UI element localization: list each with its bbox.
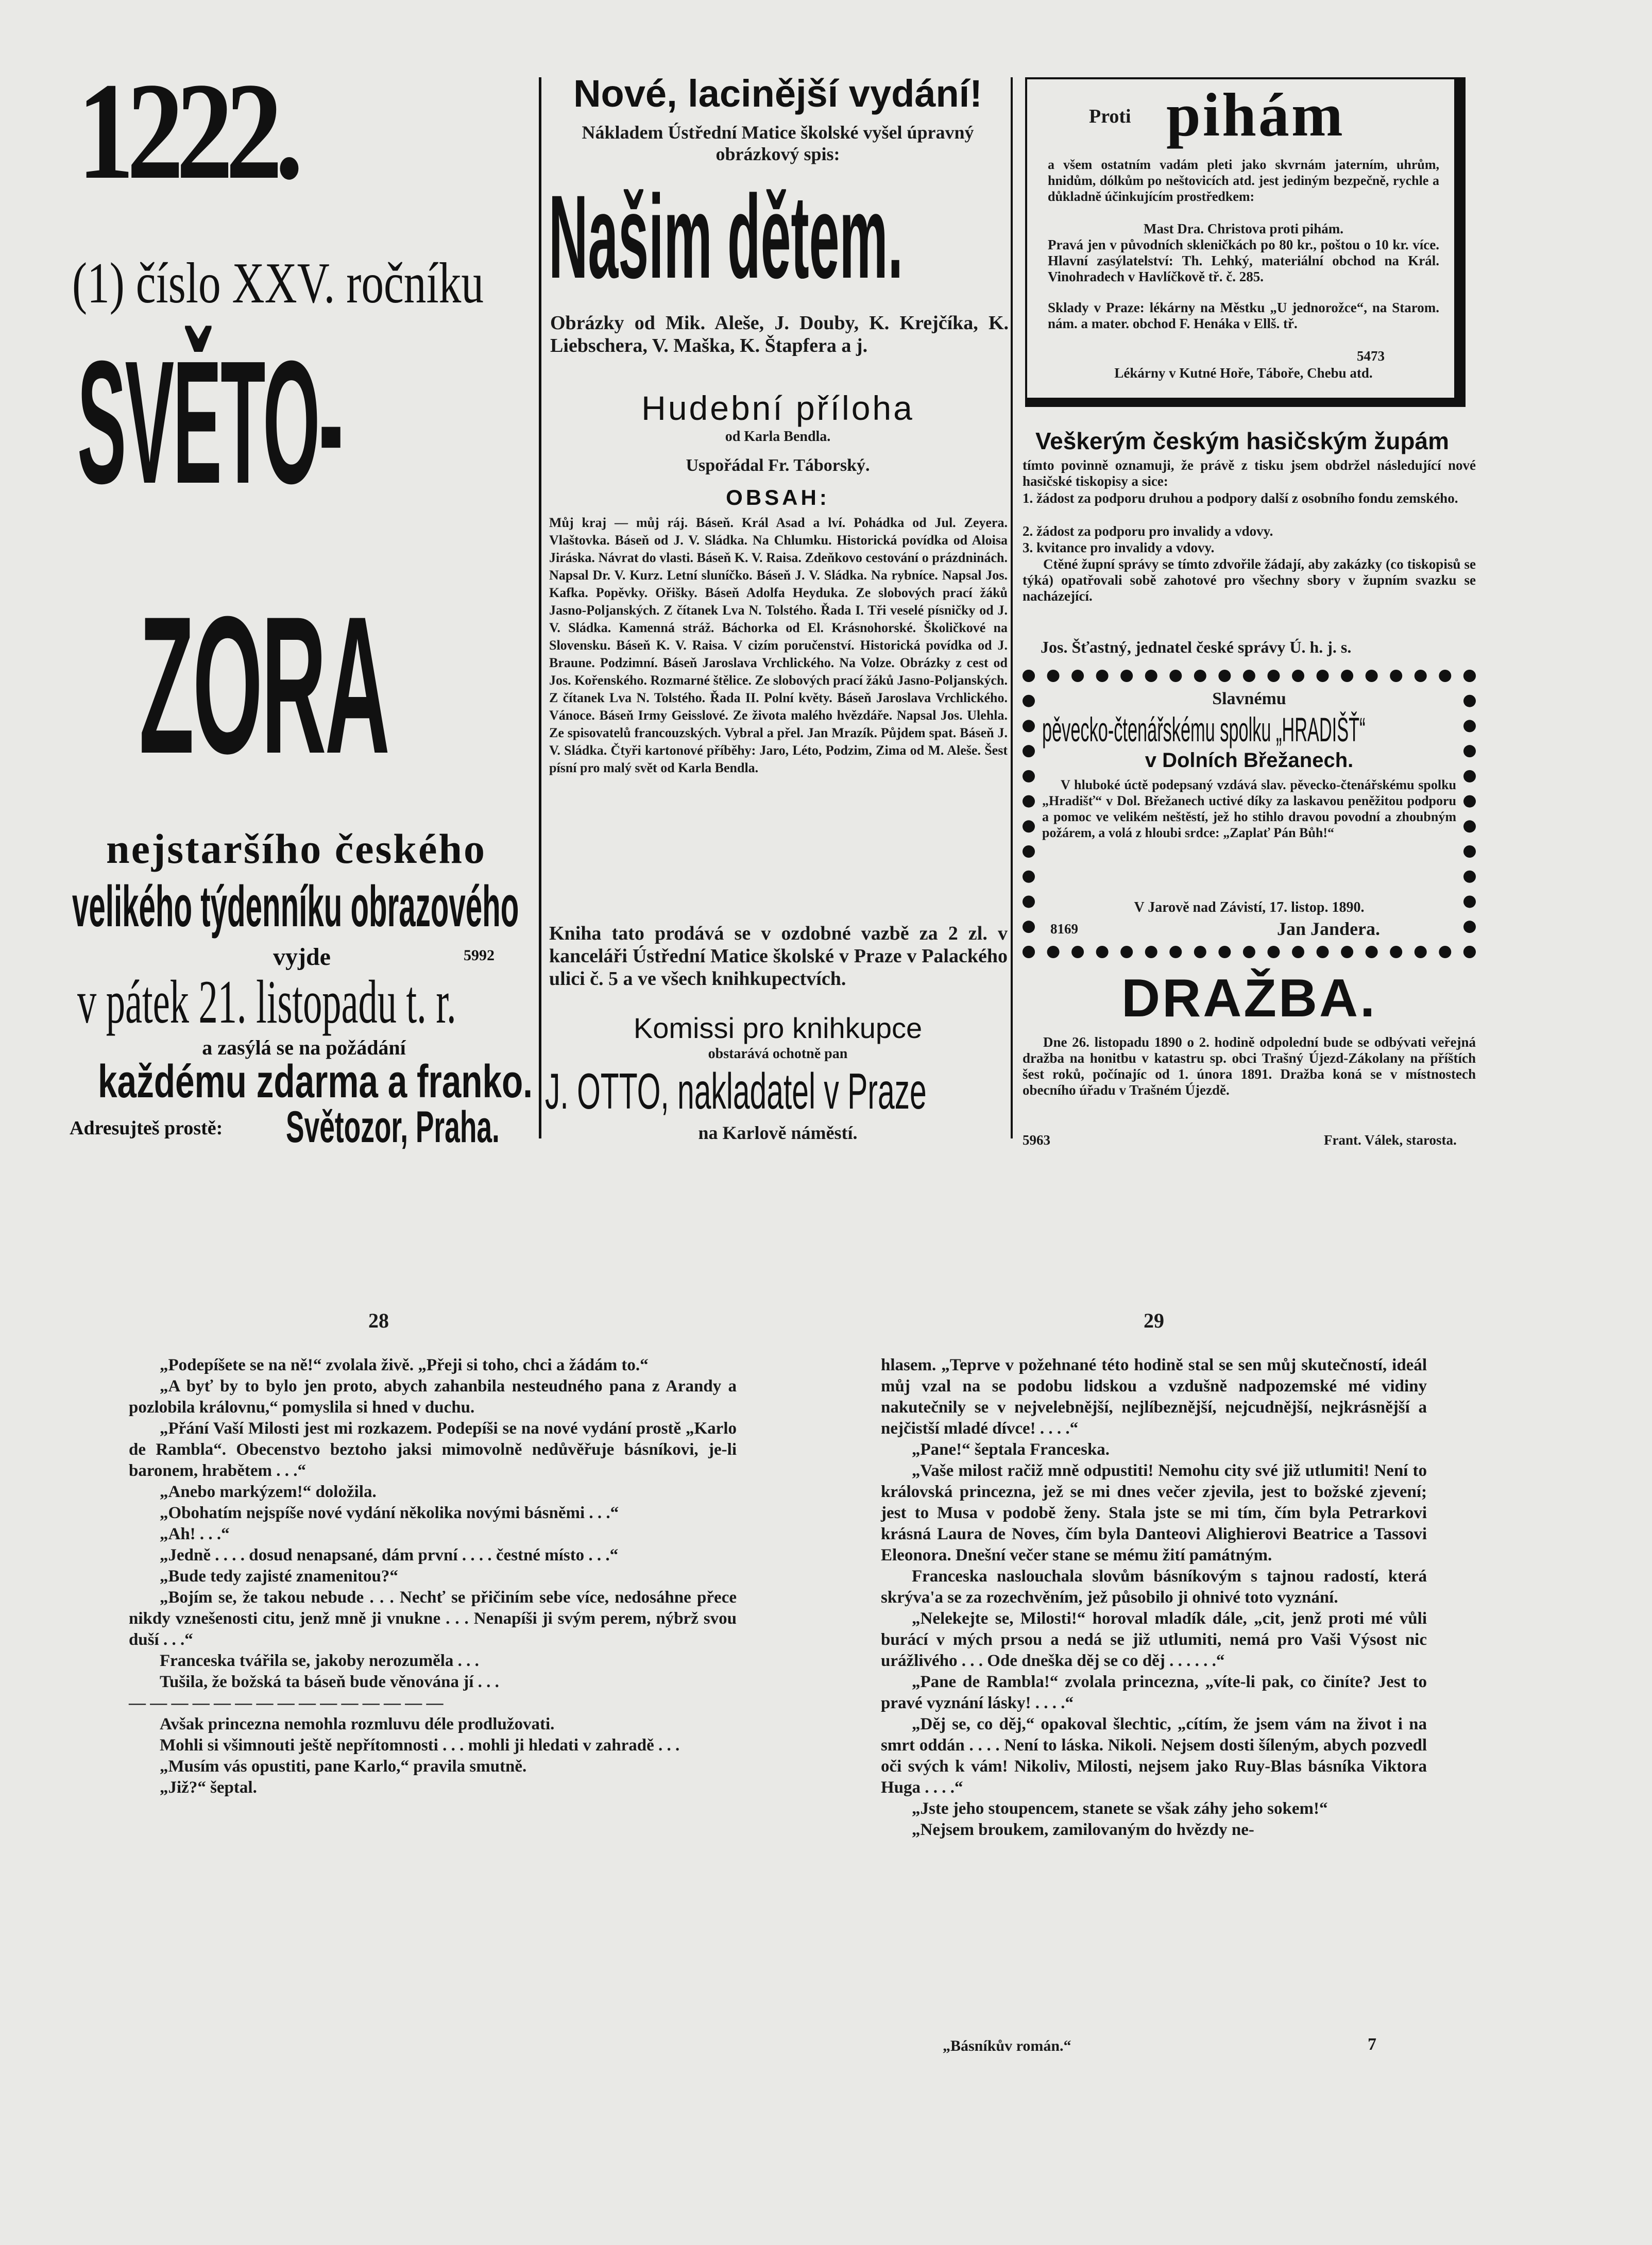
story-paragraph: Mohli si všimnouti ještě nepřítomnosti . . . mohli ji hledati v zahradě . . .: [160, 1736, 680, 1755]
drazba-title: DRAŽBA.: [1121, 968, 1377, 1028]
page-number-right: 29: [1144, 1309, 1164, 1332]
story-paragraph: Franceska tvářila se, jakoby nerozuměla . . .: [160, 1652, 479, 1670]
story-paragraph: „Vaše milost račiž mně odpustiti! Nemohu city své již utlumiti! Není to královská princezna, jež se mi dnes večer zjevila, jest to božské zjevení; jest to Musa v podobě ženy. Stala jste se mi tím, čím byla Petrarkovi krásná Laura de Noves, čím byla Danteovi Alighierovi Beatrice a Tassovi Eleonora. Dnešní večer stane se mému žití památným.: [881, 1461, 1427, 1564]
story-paragraph: „Musím vás opustiti, pane Karlo,“ pravila smutně.: [160, 1757, 527, 1776]
story-paragraph: „Pane!“ šeptala Franceska.: [912, 1440, 1110, 1459]
hradist-thanks-box: [1023, 670, 1476, 958]
story-paragraph: „Nelekejte se, Milosti!“ horoval mladík dále, „cit, jenž proti mé vůli burácí v mých prsou a nedá se již utlumiti, nemá pro Vaši Výsost nic urážlivého . . . Ode dneška děj se co děj . . . . . .“: [881, 1609, 1427, 1670]
story-paragraph: „Děj se, co děj,“ opakoval šlechtic, „cítím, že jsem vám na život i na smrt oddán . . . . Není to láska. Nikoli. Nejsem dosti šíleným, abych pozvedl oči svých k vám! Nikoliv, Milosti, nejsem jako Ruy-Blas básníka Viktora Huga . . . .“: [881, 1715, 1427, 1797]
hradist-name: pěvecko-čtenářskému spolku „HRADIŠŤ“: [1042, 710, 1366, 749]
fire-text: Ctěné župní správy se tímto zdvořile žádají, aby zakázky (co tiskopisů se týká) opatřovali sobě zahotové pro všechny sbory v župním svazku se nacházející.: [1023, 556, 1476, 604]
issue-line: (1) číslo XXV. ročníku: [72, 251, 484, 315]
contents-text: Můj kraj — můj ráj. Báseň. Král Asad a lví. Pohádka od Jul. Zeyera. Vlaštovka. Báseň od J. V. Sládka. Na Chlumku. Historická povídka od Aloisa Jiráska. Návrat do vlasti. Báseň K. V. Raisa. Zdeňkovo cestování o prázdninách. Napsal Dr. V. Kurz. Letní sluníčko. Báseň J. V. Sládka. Na rybníce. Napsal Jos. Kafka. Popěvky. Ořišky. Báseň Adolfa Heyduka. Ze slobových prací žáků Jasno-Poljanských. Z čítanek Lva N. Tolstého. Řada I. Tři veselé písničky od J. V. Sládka. Kamenná stráž. Báchorka od El. Krásnohorské. Školičkové na Slovensku. Báseň K. V. Raisa. V cizím poručenství. Historická povídka od J. Braune. Podzimní. Báseň Jaroslava Vrchlického. Na Volze. Obrázky z cest od Jos. Kořenského. Rozmarné štělice. Ze slobových prací žáků Jasno-Poljanských. Z čítanek Lva N. Tolstého. Řada II. Polní květy. Báseň Jaroslava Vrchlického. Vánoce. Báseň Irmy Geisslové. Ze života malého hvězdáře. Napsal Jos. Ulehla. Ze spisovatelů francouzských. Vybral a přel. Jan Mrazík. Půjdem spat. Báseň J. V. Sládka. Čtyři kartonové příběhy: Jaro, Léto, Podzim, Zima od M. Aleše. Šest písní pro malý svět od Karla Bendla.: [549, 515, 1008, 775]
music-supplement: Hudební příloha: [641, 389, 914, 427]
address: Světozor, Praha.: [286, 1102, 500, 1152]
column-rule-2: [1011, 77, 1013, 1138]
story-separator: — — — — — — — — — — — — — — —: [129, 1694, 444, 1712]
book-title: Našim dětem.: [549, 171, 903, 303]
story-paragraph: „Jedně . . . . dosud nenapsané, dám první . . . . čestné místo . . .“: [160, 1546, 619, 1564]
story-paragraph: „Bude tedy zajisté znamenitou?“: [160, 1567, 398, 1586]
pihy-text: a všem ostatním vadám pleti jako skvrnám jaterním, uhrům, hnidům, dólkům po neštovicích atd. jest jediným bezpečně, rychle a důkladně účinkujícím prostředkem:: [1048, 157, 1439, 204]
headline: Nové, lacinější vydání!: [573, 72, 982, 115]
otto-publisher: J. OTTO, nakladatel v Praze: [545, 1063, 927, 1119]
vyjde-label: vyjde: [273, 943, 331, 971]
address-label: Adresujteš prostě:: [70, 1117, 223, 1139]
drazba-text: Dne 26. listopadu 1890 o 2. hodině odpolední bude se odbývati veřejná dražba na honitbu v katastru sp. obci Trašný Újezd-Zákolany na příštích šest roků, počínajíc od 1. února 1891. Dražba koná se v místnostech obecního úřadu v Trašném Újezdě.: [1023, 1034, 1476, 1098]
pihy-price: Pravá jen v původních skleničkách po 80 kr., poštou o 10 kr. více. Hlavní zasýlatelství: Th. Lehký, materiální obchod na Král. Vinohradech v Havlíčkově tř. č. 285.: [1048, 237, 1439, 284]
story-paragraph: hlasem. „Teprve v požehnané této hodině stal se sen můj skutečností, ideál můj vzal na se podobu lidskou a vzdušně nadpozemské mé vidiny nakutečnily se v nejvelebnější, nejlíbeznější, nejcudnější, nejkrásnější a nejčistší mladé dívce! . . . .“: [881, 1356, 1427, 1438]
pictures-credit: Obrázky od Mik. Aleše, J. Douby, K. Krejčíka, K. Liebschera, V. Maška, K. Štapfera a j.: [550, 312, 1009, 356]
story-left-column: [129, 1355, 737, 1798]
hradist-code: 8169: [1050, 921, 1078, 937]
page-number-left: 28: [368, 1309, 389, 1332]
pihy-stores: Sklady v Praze: lékárny na Městku „U jednorožce“, na Starom. nám. a mater. obchod F. Henáka v Ellš. tř.: [1048, 300, 1439, 331]
pihy-title: pihám: [1166, 80, 1345, 149]
hradist-text: V hluboké úctě podepsaný vzdává slav. pěvecko-čtenářskému spolku „Hradišť“ v Dol. Břežanech uctivé díky za laskavou peněžitou podporu a pomoc ve velikém neštěstí, jež ho stihlo dravou povodní a zhoubným požárem, a volá z hloubi srdce: „Zaplať Pán Bůh!“: [1042, 777, 1456, 840]
story-paragraph: Avšak princezna nemohla rozmluvu déle prodlužovati.: [160, 1715, 555, 1733]
story-paragraph: „Nejsem broukem, zamilovaným do hvězdy ne-: [912, 1821, 1254, 1839]
fire-intro: tímto povinně oznamuji, že právě z tisku jsem obdržel následující nové hasičské tiskopisy a sice:: [1023, 457, 1476, 489]
title-line-1: SVĚTO-: [77, 325, 342, 520]
pihy-product: Mast Dra. Christova proti pihám.: [1144, 221, 1343, 236]
hradist-dedication: Slavnému: [1212, 689, 1286, 708]
story-paragraph: „Ah! . . .“: [160, 1525, 230, 1543]
pihy-code: 5473: [1357, 348, 1385, 364]
issue-number: 1222.: [77, 54, 296, 208]
editor-line: Uspořádal Fr. Táborský.: [686, 456, 870, 475]
story-paragraph: „Anebo markýzem!“ doložila.: [160, 1483, 377, 1501]
ad-code: 5992: [464, 947, 495, 964]
story-right-column: [881, 1355, 1427, 1841]
story-paragraph: „Bojím se, že takou nebude . . . Nechť se přičiním sebe více, nedosáhne přece nikdy vznešenosti citu, jenž mně ji vnukne . . . Nenapíši ji svým perem, nýbrž svou duší . . .“: [129, 1588, 737, 1649]
hradist-date: V Jarově nad Závistí, 17. listop. 1890.: [1134, 899, 1365, 915]
story-paragraph: Franceska naslouchala slovům básníkovým s tajnou radostí, která skrýva'a se za rozechvěním, jež působilo ji ohnivé toto vyznání.: [881, 1567, 1427, 1607]
commission-line: Komissi pro knihkupce: [633, 1012, 923, 1044]
story-paragraph: „Jste jeho stoupencem, stanete se však záhy jeho sokem!“: [912, 1799, 1328, 1818]
fire-title: Veškerým českým hasičským župám: [1035, 428, 1449, 454]
publisher-line: Nákladem Ústřední Matice školské vyšel úpravný obrázkový spis:: [582, 122, 974, 164]
footer-title: „Básníkův román.“: [943, 2037, 1071, 2054]
story-paragraph: Tušila, že božská ta báseň bude věnována jí . . .: [160, 1673, 499, 1691]
contents-title: OBSAH:: [726, 485, 830, 509]
hradist-place: v Dolních Břežanech.: [1145, 749, 1354, 772]
footer-number: 7: [1368, 2035, 1376, 2054]
title-line-2: ZORA: [139, 575, 389, 794]
story-paragraph: „Již?“ šeptal.: [160, 1778, 257, 1797]
story-paragraph: „Obohatím nejspíše nové vydání několika novými básněmi . . .“: [160, 1504, 619, 1522]
obtains-line: obstarává ochotně pan: [708, 1046, 848, 1062]
fire-item-3: 3. kvitance pro invalidy a vdovy.: [1023, 540, 1215, 555]
story-paragraph: „Pane de Rambla!“ zvolala princezna, „víte-li pak, co činíte? Jest to pravé vyznání lásky! . . . .“: [881, 1673, 1427, 1712]
subtitle-oldest: nejstaršího českého: [106, 825, 487, 872]
music-by: od Karla Bendla.: [725, 429, 831, 445]
story-paragraph: „A byť by to bylo jen proto, abych zahanbila nesteudného pana z Arandy a pozlobila královnu,“ pomyslila si hned v duchu.: [129, 1377, 737, 1417]
send-line: a zasýlá se na požádání: [202, 1036, 406, 1059]
pihy-more: Lékárny v Kutné Hoře, Táboře, Chebu atd.: [1114, 365, 1373, 381]
karlovo-square: na Karlově náměstí.: [698, 1122, 858, 1143]
subtitle-weekly: velikého týdenníku obrazového: [72, 874, 519, 939]
pihy-proti: Proti: [1089, 106, 1131, 127]
drazba-signature: Frant. Válek, starosta.: [1324, 1132, 1457, 1148]
pihy-ad-box: [1025, 77, 1466, 407]
release-date: v pátek 21. listopadu t. r.: [77, 967, 456, 1036]
hradist-signature: Jan Jandera.: [1277, 919, 1381, 939]
price-text: Kniha tato prodává se v ozdobné vazbě za 2 zl. v kanceláři Ústřední Matice školské v Praze v Palackého ulici č. 5 a ve všech knihkupectvích.: [549, 923, 1008, 990]
fire-item-2: 2. žádost za podporu pro invalidy a vdovy.: [1023, 523, 1273, 539]
story-paragraph: „Přání Vaší Milosti jest mi rozkazem. Podepíši se na nové vydání prostě „Karlo de Rambla“. Obecenstvo beztoho jaksi mimovolně nedůvěřuje básníkovi, je-li baronem, hrabětem . . .“: [129, 1419, 737, 1480]
story-paragraph: „Podepíšete se na ně!“ zvolala živě. „Přeji si toho, chci a žádám to.“: [160, 1356, 649, 1374]
free-line: každému zdarma a franko.: [98, 1056, 533, 1108]
fire-signature: Jos. Šťastný, jednatel české správy Ú. h. j. s.: [1041, 638, 1352, 656]
drazba-code: 5963: [1023, 1132, 1050, 1148]
fire-item-1: 1. žádost za podporu druhou a podpory další z osobního fondu zemského.: [1023, 490, 1458, 506]
column-rule-1: [539, 77, 541, 1138]
